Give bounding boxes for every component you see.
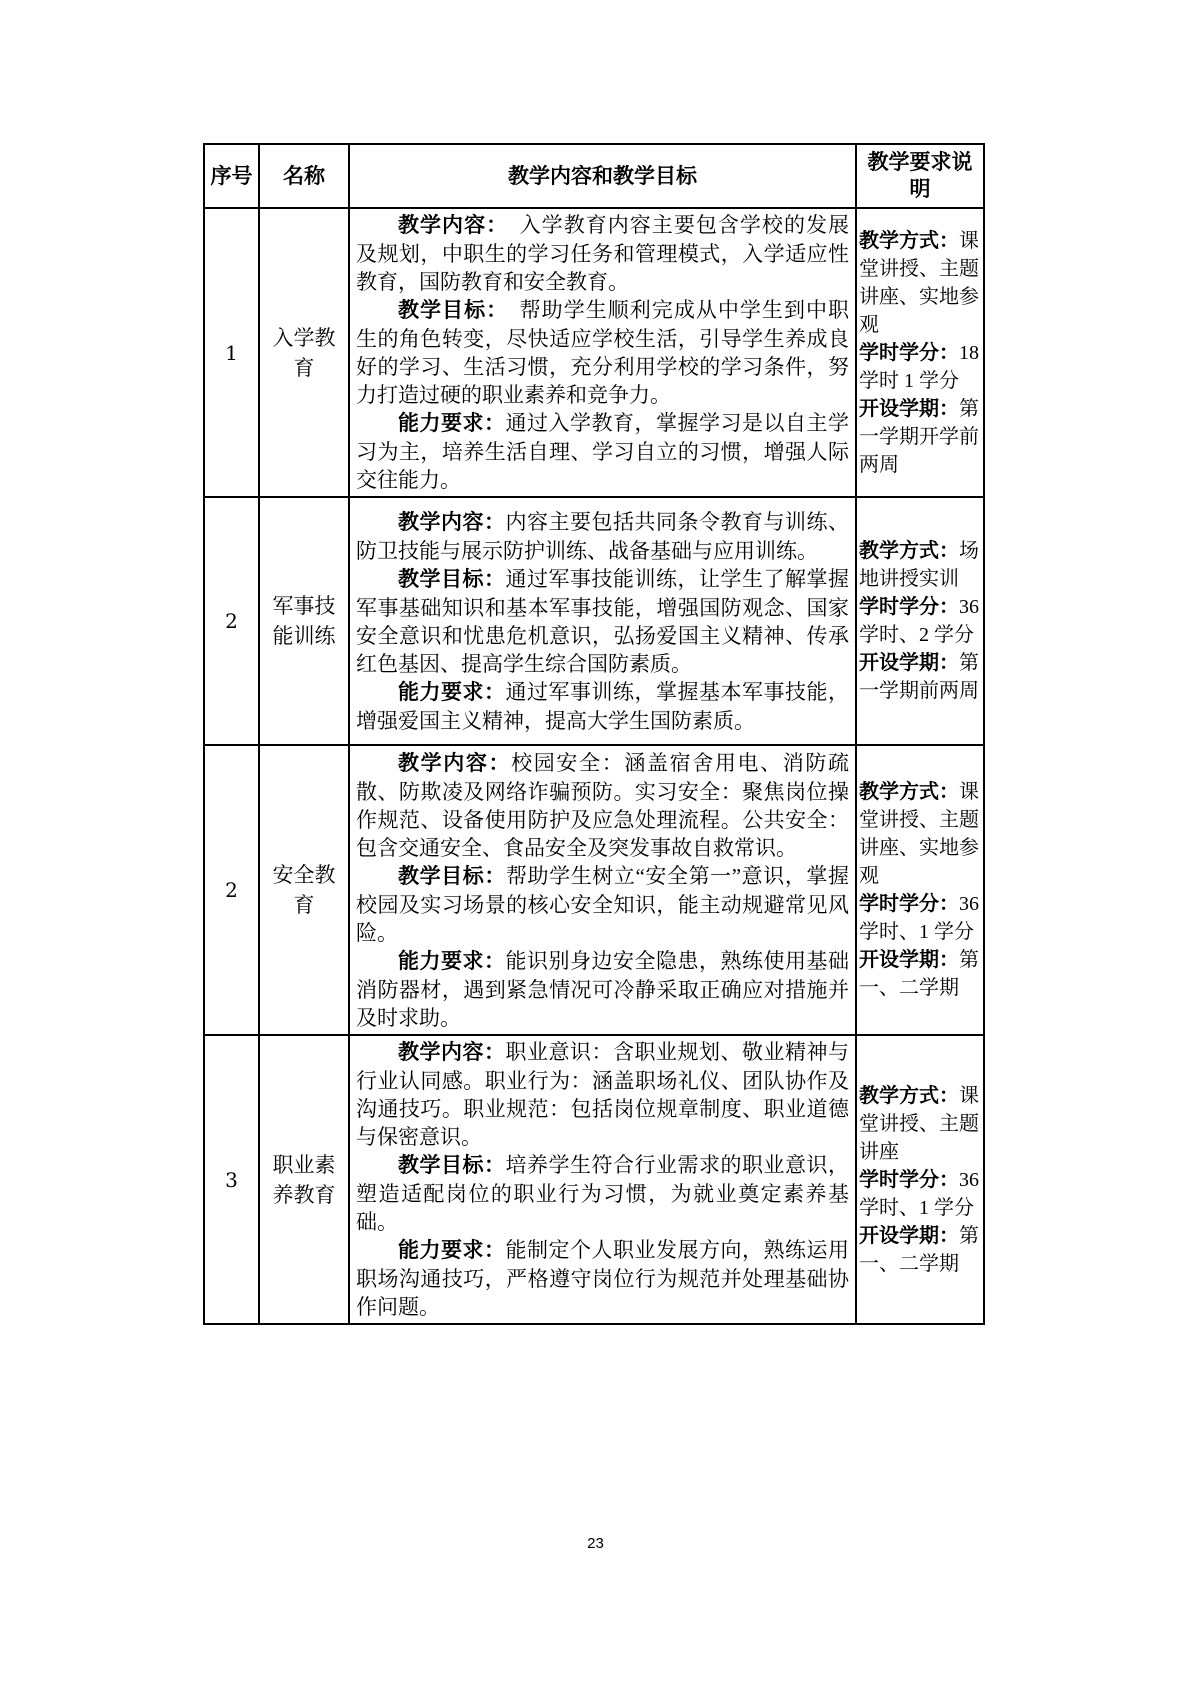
paragraph-label: 开设学期： <box>859 397 959 420</box>
paragraph-text: 能制定个人职业发展方向，熟练运用职场沟通技巧，严格遵守岗位行为规范并处理基础协作问题。 <box>356 1238 849 1319</box>
paragraph-text: 第一学期开学前两周 <box>859 397 979 476</box>
paragraph-label: 开设学期： <box>859 1224 959 1247</box>
paragraph-label: 教学方式： <box>859 781 959 803</box>
paragraph-text: 第一、二学期 <box>859 1224 979 1275</box>
paragraph <box>356 409 849 494</box>
paragraph-text: 帮助学生顺利完成从中学生到中职生的角色转变，尽快适应学校生活，引导学生养成良好的学习、生活习惯，充分利用学校的学习条件，努力打造过硬的职业素养和竞争力。 <box>356 298 849 407</box>
paragraph <box>356 1151 849 1236</box>
teaching-requirements-cell <box>856 745 984 1035</box>
paragraph-label: 学时学分： <box>859 596 959 618</box>
content-objectives-cell <box>349 208 856 497</box>
content-objectives-cell <box>349 497 856 745</box>
paragraph <box>356 1236 849 1321</box>
serial-number-cell: 3 <box>204 1035 259 1324</box>
paragraph <box>356 565 849 678</box>
paragraph <box>859 778 981 890</box>
paragraph-text: 能识别身边安全隐患，熟练使用基础消防器材，遇到紧急情况可冷静采取正确应对措施并及时求助。 <box>356 948 849 1030</box>
paragraph-label: 能力要求： <box>398 680 506 704</box>
paragraph <box>356 862 849 947</box>
header-content-objectives: 教学内容和教学目标 <box>349 144 856 208</box>
paragraph-label: 教学内容： <box>398 751 512 775</box>
paragraph <box>356 678 849 735</box>
paragraph-label: 教学方式： <box>859 1084 959 1107</box>
paragraph-text: 入学教育内容主要包含学校的发展及规划，中职生的学习任务和管理模式，入学适应性教育，国防教育和安全教育。 <box>356 213 849 294</box>
paragraph-label: 教学内容： <box>398 510 506 534</box>
paragraph-label: 教学方式： <box>859 540 959 562</box>
paragraph <box>356 749 849 862</box>
paragraph-label: 学时学分： <box>859 893 959 915</box>
header-name: 名称 <box>259 144 349 208</box>
paragraph-text: 第一学期前两周 <box>859 652 979 702</box>
paragraph-text: 36 学时、1 学分 <box>859 1168 979 1219</box>
paragraph-text: 通过军事技能训练，让学生了解掌握军事基础知识和基本军事技能，增强国防观念、国家安全意识和忧患危机意识，弘扬爱国主义精神、传承红色基因、提高学生综合国防素质。 <box>356 566 849 676</box>
paragraph-text: 通过入学教育，掌握学习是以自主学习为主，培养生活自理、学习自立的习惯，增强人际交往能力。 <box>356 411 849 492</box>
course-name-cell: 安全教育 <box>259 745 349 1035</box>
paragraph-label: 能力要求： <box>398 949 506 973</box>
header-serial: 序号 <box>204 144 259 208</box>
table-row <box>204 745 984 1035</box>
paragraph-label: 能力要求： <box>398 412 506 435</box>
paragraph <box>859 649 981 705</box>
paragraph-text: 第一、二学期 <box>859 949 979 999</box>
paragraph-text: 帮助学生树立“安全第一”意识，掌握校园及实习场景的核心安全知识，能主动规避常见风险。 <box>356 863 850 945</box>
course-name-cell: 入学教育 <box>259 208 349 497</box>
paragraph-label: 学时学分： <box>859 1168 959 1191</box>
serial-number-cell: 1 <box>204 208 259 497</box>
paragraph <box>859 537 981 593</box>
paragraph <box>859 339 981 395</box>
paragraph-label: 学时学分： <box>859 341 959 364</box>
paragraph <box>356 947 849 1032</box>
paragraph-label: 能力要求： <box>398 1239 506 1262</box>
paragraph-text: 36 学时、2 学分 <box>859 596 979 646</box>
paragraph <box>859 593 981 649</box>
header-teaching-requirements: 教学要求说明 <box>856 144 984 208</box>
paragraph <box>859 890 981 946</box>
paragraph-text: 课堂讲授、主题讲座、实地参观 <box>859 229 979 336</box>
table-row <box>204 1035 984 1324</box>
serial-number-cell: 2 <box>204 745 259 1035</box>
paragraph-text: 内容主要包括共同条令教育与训练、防卫技能与展示防护训练、战备基础与应用训练。 <box>356 509 849 563</box>
paragraph-text: 18 学时 1 学分 <box>859 341 979 392</box>
paragraph <box>859 1222 981 1278</box>
paragraph-label: 开设学期： <box>859 949 959 971</box>
table-row <box>204 497 984 745</box>
paragraph <box>356 1038 849 1151</box>
paragraph <box>356 508 849 565</box>
paragraph-text: 校园安全：涵盖宿舍用电、消防疏散、防欺凌及网络诈骗预防。实习安全：聚焦岗位操作规范、设备使用防护及应急处理流程。公共安全：包含交通安全、食品安全及突发事故自救常识。 <box>356 750 850 860</box>
paragraph <box>859 946 981 1002</box>
paragraph-text: 36 学时、1 学分 <box>859 893 979 943</box>
paragraph <box>356 296 849 409</box>
paragraph-text: 通过军事训练，掌握基本军事技能，增强爱国主义精神，提高大学生国防素质。 <box>356 679 849 733</box>
serial-number-cell: 2 <box>204 497 259 745</box>
table-row <box>204 208 984 497</box>
paragraph-label: 教学方式： <box>859 229 959 252</box>
paragraph-text: 场地讲授实训 <box>859 540 979 590</box>
teaching-requirements-cell <box>856 1035 984 1324</box>
paragraph-text: 课堂讲授、主题讲座、实地参观 <box>859 781 979 887</box>
paragraph <box>859 1082 981 1166</box>
content-objectives-cell <box>349 745 856 1035</box>
paragraph-label: 教学内容： <box>398 1041 506 1064</box>
course-name-cell: 军事技能训练 <box>259 497 349 745</box>
teaching-requirements-cell <box>856 497 984 745</box>
paragraph-label: 教学目标： <box>398 567 506 591</box>
paragraph-text: 培养学生符合行业需求的职业意识，塑造适配岗位的职业行为习惯，为就业奠定素养基础。 <box>356 1153 849 1234</box>
paragraph <box>859 227 981 339</box>
paragraph <box>859 395 981 479</box>
course-name-cell: 职业素养教育 <box>259 1035 349 1324</box>
paragraph-label: 开设学期： <box>859 652 959 674</box>
paragraph-label: 教学目标： <box>398 299 498 322</box>
paragraph-label: 教学目标： <box>398 1154 506 1177</box>
curriculum-table <box>203 143 985 1325</box>
teaching-requirements-cell <box>856 208 984 497</box>
paragraph <box>356 211 849 296</box>
paragraph-label: 教学内容： <box>398 214 498 237</box>
paragraph-label: 教学目标： <box>398 864 506 888</box>
page-number: 23 <box>587 1535 604 1552</box>
content-objectives-cell <box>349 1035 856 1324</box>
header-row <box>204 144 984 208</box>
paragraph <box>859 1166 981 1222</box>
paragraph-text: 职业意识：含职业规划、敬业精神与行业认同感。职业行为：涵盖职场礼仪、团队协作及沟通技巧。职业规范：包括岗位规章制度、职业道德与保密意识。 <box>356 1040 849 1149</box>
paragraph-text: 课堂讲授、主题讲座 <box>859 1084 979 1163</box>
